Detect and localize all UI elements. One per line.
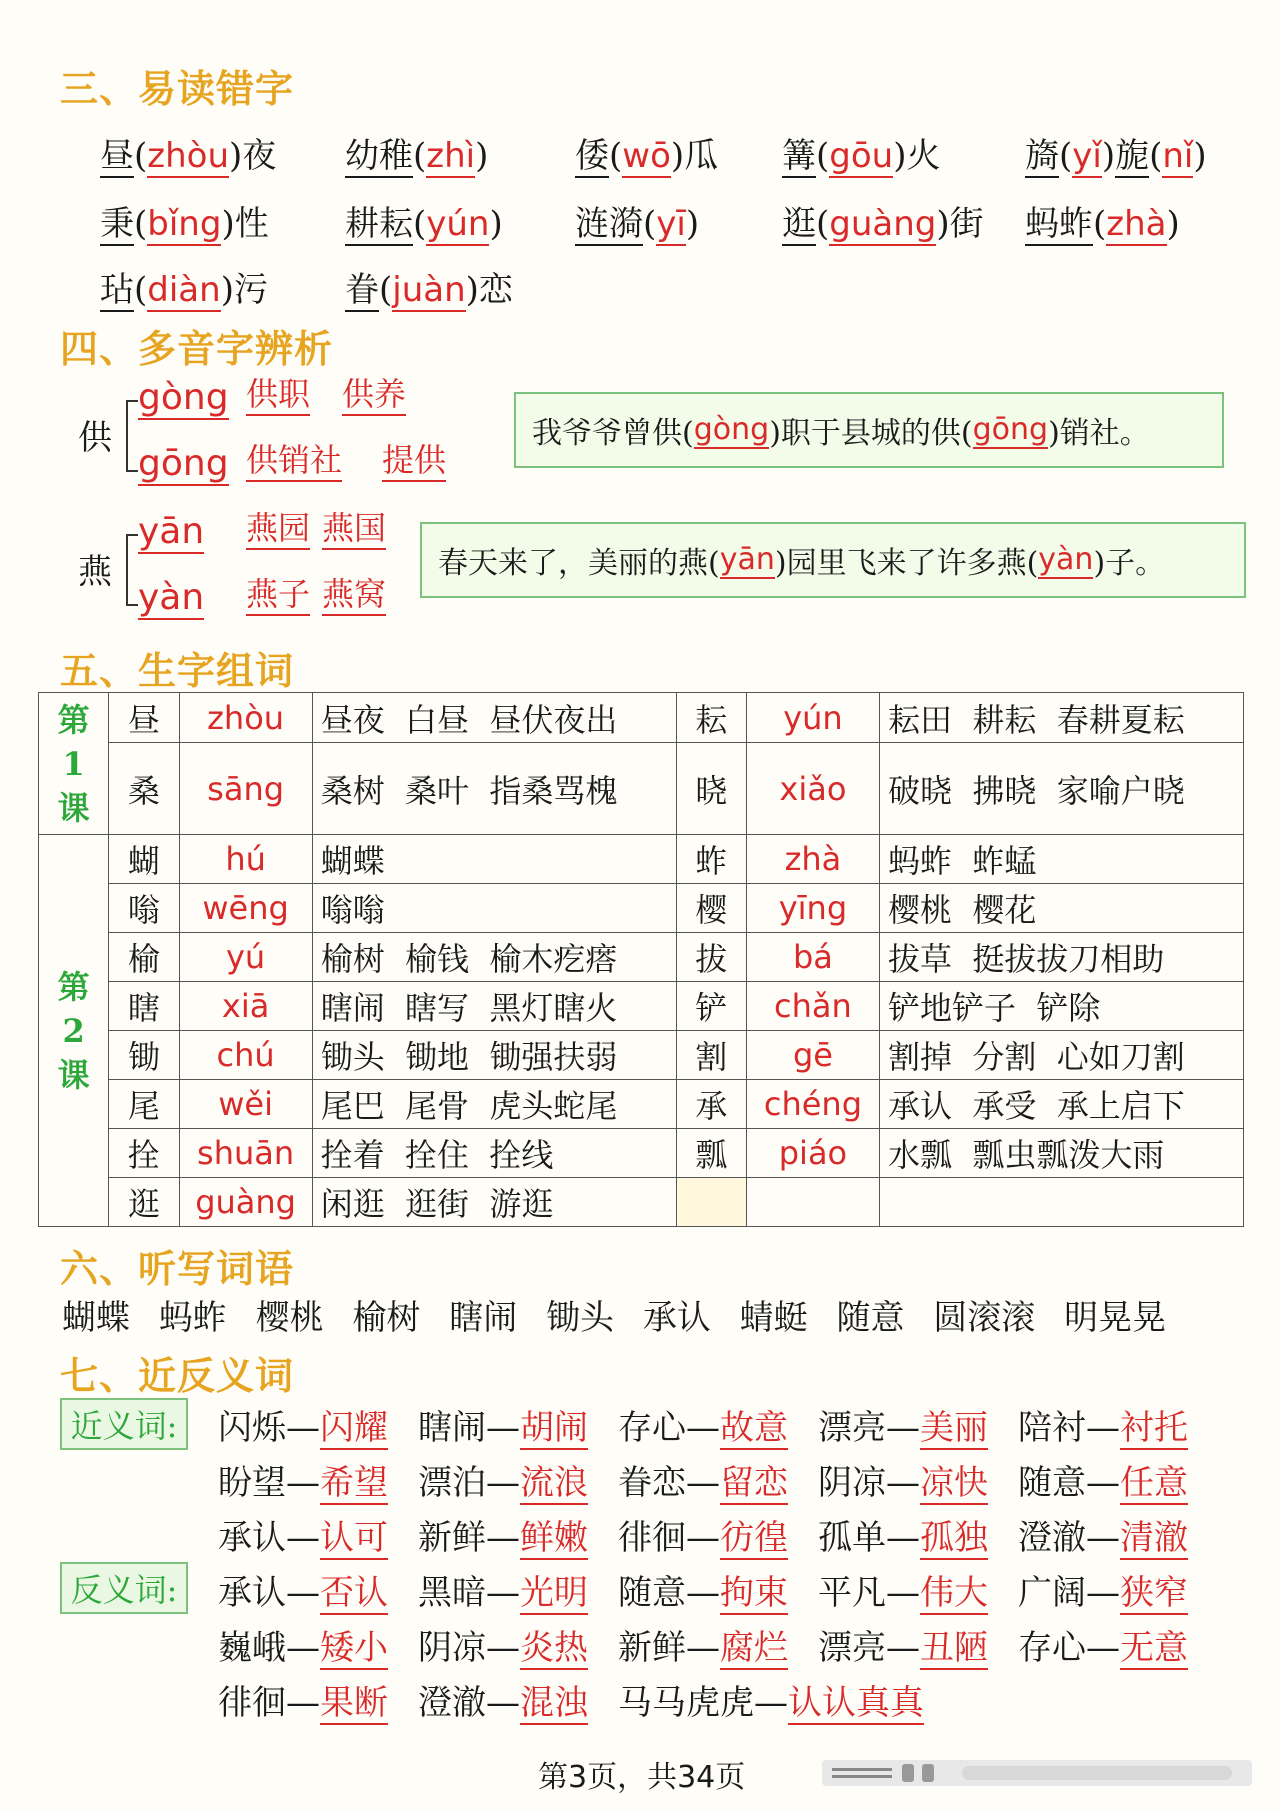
pair-dash: — (1086, 1408, 1120, 1448)
sentence-pinyin: gòng (693, 411, 770, 447)
misread-pinyin: bǐng (147, 204, 222, 244)
pair-dash: — (1086, 1628, 1120, 1668)
synonym-label: 近义词: (60, 1398, 188, 1450)
sentence-pinyin: gōng (972, 411, 1049, 447)
antonym-label: 反义词: (60, 1562, 188, 1614)
vocab-words: 破晓 拂晓 家喻户晓 (880, 743, 1244, 835)
pair-dash: — (486, 1683, 520, 1723)
vocab-table (38, 692, 1244, 1227)
table-row (39, 1129, 1244, 1178)
paren: ( (413, 136, 427, 176)
pair-dash: — (286, 1518, 320, 1558)
vocab-pinyin: guàng (179, 1178, 312, 1227)
pair-match: 清澈 (1120, 1518, 1188, 1558)
paren: ) (1166, 204, 1180, 244)
antonym-pair (618, 1620, 788, 1669)
antonym-pair (818, 1620, 988, 1669)
pair-match: 闪耀 (320, 1408, 388, 1448)
pair-word: 徘徊 (218, 1683, 286, 1723)
antonym-pair (1018, 1565, 1188, 1614)
vocab-char: 锄 (109, 1031, 179, 1080)
vocab-words: 昼夜 白昼 昼伏夜出 (312, 693, 676, 743)
synonym-pair (218, 1400, 388, 1449)
vocab-pinyin: zhòu (179, 693, 312, 743)
pair-dash: — (1086, 1573, 1120, 1613)
pair-match: 狭窄 (1120, 1573, 1188, 1613)
synonym-pair (818, 1510, 988, 1559)
pair-match: 丑陋 (920, 1628, 988, 1668)
synonym-pair (1018, 1400, 1188, 1449)
misread-item (100, 128, 276, 177)
pair-dash: — (486, 1628, 520, 1668)
antonym-pair (818, 1565, 988, 1614)
pair-word: 存心 (1018, 1628, 1086, 1668)
section-title-5: 五、生字组词 (60, 649, 295, 693)
vocab-words: 锄头 锄地 锄强扶弱 (312, 1031, 676, 1080)
pair-dash: — (754, 1683, 788, 1723)
misread-item (575, 196, 699, 245)
pair-dash: — (1086, 1463, 1120, 1503)
sentence-text: )销社。 (1048, 416, 1150, 451)
vocab-char: 拔 (676, 933, 746, 982)
misread-pinyin: zhì (426, 136, 476, 176)
pair-word: 黑暗 (418, 1573, 486, 1613)
pair-word: 眷恋 (618, 1463, 686, 1503)
antonym-pair (418, 1675, 588, 1724)
misread-char: 火 (906, 136, 941, 176)
pair-dash: — (1086, 1518, 1120, 1558)
misread-char: 涟漪 (575, 204, 643, 244)
misread-pinyin: nǐ (1162, 136, 1194, 176)
synonym-pair (218, 1455, 388, 1504)
vocab-char: 拴 (109, 1129, 179, 1178)
paren: ( (1149, 136, 1163, 176)
paren: ) (1193, 136, 1207, 176)
synonym-pair (418, 1510, 588, 1559)
antonym-pair (418, 1620, 588, 1669)
vocab-char: 瞎 (109, 982, 179, 1031)
pair-dash: — (686, 1518, 720, 1558)
misread-char: 玷 (100, 270, 134, 310)
lesson-label-2: 第2课 (39, 835, 109, 1227)
vocab-words: 嗡嗡 (312, 884, 676, 933)
pair-match: 光明 (520, 1573, 588, 1613)
misread-char: 蚂蚱 (1025, 204, 1093, 244)
paren: ) (936, 204, 950, 244)
sentence-text: )职于县城的供( (769, 416, 973, 451)
pair-dash: — (886, 1628, 920, 1668)
table-row (39, 1080, 1244, 1129)
pair-word: 广阔 (1018, 1573, 1086, 1613)
misread-pinyin: yī (656, 204, 686, 244)
polyphone-word: 供销社 (246, 440, 342, 482)
vocab-char (676, 1178, 746, 1227)
vocab-words: 割掉 分割 心如刀割 (880, 1031, 1244, 1080)
vocab-words: 榆树 榆钱 榆木疙瘩 (312, 933, 676, 982)
pair-match: 认可 (320, 1518, 388, 1558)
pair-match: 认认真真 (788, 1683, 924, 1723)
vocab-pinyin: chú (179, 1031, 312, 1080)
misread-pinyin: gōu (829, 136, 894, 176)
pair-dash: — (886, 1518, 920, 1558)
sentence-text: 春天来了，美丽的燕( (438, 546, 720, 581)
misread-item (345, 128, 488, 177)
polyphone-word: 供职 (246, 374, 310, 416)
pair-match: 任意 (1120, 1463, 1188, 1503)
misread-item (1025, 128, 1207, 177)
misread-item (782, 196, 984, 245)
misread-pinyin: yún (426, 204, 490, 244)
paren: ( (134, 136, 148, 176)
synonym-pair (418, 1455, 588, 1504)
pair-word: 巍峨 (218, 1628, 286, 1668)
misread-char: 倭 (575, 136, 609, 176)
antonym-pair (618, 1675, 924, 1724)
misread-char: 街 (949, 204, 984, 244)
pair-match: 孤独 (920, 1518, 988, 1558)
polyphone-word: 燕国 (322, 508, 386, 550)
polyphone-word: 燕窝 (322, 574, 386, 616)
pair-match: 凉快 (920, 1463, 988, 1503)
vocab-words: 闲逛 逛街 游逛 (312, 1178, 676, 1227)
misread-char: 眷 (345, 270, 379, 310)
pair-word: 漂泊 (418, 1463, 486, 1503)
misread-item (100, 196, 269, 245)
misread-pinyin: wō (622, 136, 671, 176)
vocab-pinyin: wěi (179, 1080, 312, 1129)
table-row (39, 933, 1244, 982)
vocab-words: 承认 承受 承上启下 (880, 1080, 1244, 1129)
polyphone-reading: gòng (138, 377, 229, 418)
pair-word: 盼望 (218, 1463, 286, 1503)
pair-word: 孤单 (818, 1518, 886, 1558)
paren: ( (413, 204, 427, 244)
vocab-char: 晓 (676, 743, 746, 835)
table-row (39, 835, 1244, 884)
misread-char: 昼 (100, 136, 134, 176)
paren: ) (475, 136, 489, 176)
pair-word: 马马虎虎 (618, 1683, 754, 1723)
antonym-pair (418, 1565, 588, 1614)
synonym-pair (618, 1400, 788, 1449)
misread-item (575, 128, 718, 177)
polyphone-reading: gōng (138, 443, 229, 484)
scroll-handle-icon[interactable] (822, 1760, 1252, 1786)
pair-dash: — (686, 1573, 720, 1613)
vocab-char: 铲 (676, 982, 746, 1031)
misread-pinyin: diàn (147, 270, 221, 310)
pair-match: 腐烂 (720, 1628, 788, 1668)
polyphone-reading: yàn (138, 577, 205, 618)
synonym-pair (218, 1510, 388, 1559)
synonym-pair (418, 1400, 588, 1449)
pair-match: 胡闹 (520, 1408, 588, 1448)
paren: ( (379, 270, 393, 310)
pair-match: 留恋 (720, 1463, 788, 1503)
vocab-pinyin: gē (746, 1031, 879, 1080)
paren: ( (1093, 204, 1107, 244)
section-title-6: 六、听写词语 (60, 1247, 295, 1291)
misread-char: 幼稚 (345, 136, 413, 176)
vocab-words (880, 1178, 1244, 1227)
pair-dash: — (886, 1463, 920, 1503)
table-row (39, 743, 1244, 835)
section-title-3: 三、易读错字 (60, 67, 295, 111)
misread-item (100, 262, 268, 311)
synonym-pair (618, 1510, 788, 1559)
sentence-pinyin: yān (719, 541, 775, 577)
misread-pinyin: zhà (1106, 204, 1167, 244)
misread-char: 篝 (782, 136, 816, 176)
pair-dash: — (286, 1683, 320, 1723)
misread-char: 污 (233, 270, 268, 310)
pair-word: 澄澈 (418, 1683, 486, 1723)
misread-char: 恋 (478, 270, 513, 310)
pair-word: 阴凉 (818, 1463, 886, 1503)
vocab-char: 蝴 (109, 835, 179, 884)
polyphone-word: 提供 (382, 440, 446, 482)
vocab-char: 榆 (109, 933, 179, 982)
pair-match: 彷徨 (720, 1518, 788, 1558)
pair-dash: — (486, 1518, 520, 1558)
misread-char: 性 (234, 204, 269, 244)
misread-item (782, 128, 940, 177)
vocab-char: 昼 (109, 693, 179, 743)
vocab-pinyin: xiā (179, 982, 312, 1031)
synonym-pair (1018, 1455, 1188, 1504)
antonym-pair (218, 1565, 388, 1614)
vocab-pinyin: chéng (746, 1080, 879, 1129)
pair-dash: — (486, 1573, 520, 1613)
paren: ( (816, 204, 830, 244)
paren: ) (220, 270, 234, 310)
table-row (39, 1178, 1244, 1227)
pair-word: 徘徊 (618, 1518, 686, 1558)
pair-dash: — (286, 1463, 320, 1503)
pair-word: 随意 (1018, 1463, 1086, 1503)
antonym-pair (218, 1620, 388, 1669)
vocab-words: 尾巴 尾骨 虎头蛇尾 (312, 1080, 676, 1129)
paren: ( (816, 136, 830, 176)
pair-dash: — (486, 1408, 520, 1448)
misread-pinyin: yǐ (1072, 136, 1102, 176)
vocab-words: 拴着 拴住 拴线 (312, 1129, 676, 1178)
paren: ( (134, 204, 148, 244)
vocab-words: 蝴蝶 (312, 835, 676, 884)
misread-char: 瓜 (684, 136, 719, 176)
table-row (39, 884, 1244, 933)
pair-word: 漂亮 (818, 1408, 886, 1448)
misread-char: 旖 (1025, 136, 1059, 176)
vocab-pinyin: piáo (746, 1129, 879, 1178)
pair-match: 衬托 (1120, 1408, 1188, 1448)
synonym-pair (618, 1455, 788, 1504)
section-title-4: 四、多音字辨析 (60, 327, 334, 371)
pair-dash: — (886, 1408, 920, 1448)
vocab-words: 桑树 桑叶 指桑骂槐 (312, 743, 676, 835)
page-indicator: 第3页，共34页 (538, 1760, 746, 1795)
vocab-pinyin (746, 1178, 879, 1227)
polyphone-char: 供 (78, 418, 112, 458)
vocab-pinyin: shuān (179, 1129, 312, 1178)
pair-word: 承认 (218, 1518, 286, 1558)
pair-word: 澄澈 (1018, 1518, 1086, 1558)
pair-dash: — (886, 1573, 920, 1613)
pair-match: 无意 (1120, 1628, 1188, 1668)
table-row (39, 982, 1244, 1031)
brace (126, 534, 138, 606)
paren: ) (489, 204, 503, 244)
pair-dash: — (286, 1573, 320, 1613)
pair-word: 新鲜 (618, 1628, 686, 1668)
pair-dash: — (686, 1408, 720, 1448)
paren: ( (1059, 136, 1073, 176)
vocab-pinyin: zhà (746, 835, 879, 884)
vocab-words: 樱桃 樱花 (880, 884, 1244, 933)
paren: ) (465, 270, 479, 310)
paren: ) (1101, 136, 1116, 176)
pair-dash: — (286, 1628, 320, 1668)
vocab-pinyin: sāng (179, 743, 312, 835)
vocab-pinyin: bá (746, 933, 879, 982)
misread-char: 秉 (100, 204, 134, 244)
pair-match: 拘束 (720, 1573, 788, 1613)
section-title-7: 七、近反义词 (60, 1354, 295, 1398)
sentence-text: )子。 (1093, 546, 1166, 581)
misread-item (1025, 196, 1180, 245)
table-row (39, 1031, 1244, 1080)
sentence-pinyin: yàn (1038, 541, 1094, 577)
vocab-words: 耘田 耕耘 春耕夏耘 (880, 693, 1244, 743)
synonym-pair (818, 1455, 988, 1504)
misread-item (345, 262, 513, 311)
vocab-char: 桑 (109, 743, 179, 835)
vocab-char: 割 (676, 1031, 746, 1080)
vocab-pinyin: yīng (746, 884, 879, 933)
misread-char: 耕耘 (345, 204, 413, 244)
misread-pinyin: zhòu (147, 136, 230, 176)
vocab-char: 耘 (676, 693, 746, 743)
vocab-pinyin: hú (179, 835, 312, 884)
misread-char: 逛 (782, 204, 816, 244)
antonym-pair (218, 1675, 388, 1724)
pair-dash: — (686, 1628, 720, 1668)
pair-word: 闪烁 (218, 1408, 286, 1448)
paren: ) (670, 136, 685, 176)
pair-match: 美丽 (920, 1408, 988, 1448)
misread-char: 旎 (1115, 136, 1150, 176)
vocab-pinyin: chǎn (746, 982, 879, 1031)
vocab-pinyin: yún (746, 693, 879, 743)
paren: ) (893, 136, 907, 176)
polyphone-word: 燕园 (246, 508, 310, 550)
pair-match: 矮小 (320, 1628, 388, 1668)
table-row (39, 693, 1244, 743)
pair-match: 否认 (320, 1573, 388, 1613)
misread-item (345, 196, 503, 245)
sentence-text: 我爷爷曾供( (532, 416, 694, 451)
pair-word: 随意 (618, 1573, 686, 1613)
vocab-char: 尾 (109, 1080, 179, 1129)
synonym-pair (1018, 1510, 1188, 1559)
paren: ( (134, 270, 148, 310)
pair-match: 故意 (720, 1408, 788, 1448)
pair-match: 流浪 (520, 1463, 588, 1503)
paren: ( (643, 204, 657, 244)
vocab-pinyin: xiǎo (746, 743, 879, 835)
vocab-pinyin: wēng (179, 884, 312, 933)
pair-dash: — (686, 1463, 720, 1503)
vocab-words: 瞎闹 瞎写 黑灯瞎火 (312, 982, 676, 1031)
vocab-words: 蚂蚱 蚱蜢 (880, 835, 1244, 884)
polyphone-word: 供养 (342, 374, 406, 416)
vocab-words: 铲地铲子 铲除 (880, 982, 1244, 1031)
pair-dash: — (286, 1408, 320, 1448)
pair-match: 果断 (320, 1683, 388, 1723)
pair-dash: — (486, 1463, 520, 1503)
pair-match: 鲜嫩 (520, 1518, 588, 1558)
paren: ( (609, 136, 623, 176)
misread-char: 夜 (242, 136, 277, 176)
pair-word: 阴凉 (418, 1628, 486, 1668)
example-sentence (420, 522, 1246, 598)
vocab-char: 瓢 (676, 1129, 746, 1178)
vocab-char: 承 (676, 1080, 746, 1129)
pair-match: 炎热 (520, 1628, 588, 1668)
lesson-label-1: 第1课 (39, 693, 109, 835)
vocab-char: 樱 (676, 884, 746, 933)
dictation-words: 蝴蝶 蚂蚱 樱桃 榆树 瞎闹 锄头 承认 蜻蜓 随意 圆滚滚 明晃晃 (62, 1298, 1167, 1338)
antonym-pair (618, 1565, 788, 1614)
polyphone-reading: yān (138, 511, 205, 552)
pair-word: 平凡 (818, 1573, 886, 1613)
misread-pinyin: guàng (829, 204, 937, 244)
pair-word: 陪衬 (1018, 1408, 1086, 1448)
vocab-char: 嗡 (109, 884, 179, 933)
paren: ) (685, 204, 700, 244)
pair-word: 承认 (218, 1573, 286, 1613)
paren: ) (221, 204, 235, 244)
vocab-char: 逛 (109, 1178, 179, 1227)
vocab-pinyin: yú (179, 933, 312, 982)
pair-word: 瞎闹 (418, 1408, 486, 1448)
paren: ) (229, 136, 243, 176)
pair-match: 伟大 (920, 1573, 988, 1613)
polyphone-word: 燕子 (246, 574, 310, 616)
vocab-words: 拔草 挺拔拔刀相助 (880, 933, 1244, 982)
polyphone-char: 燕 (78, 552, 112, 592)
vocab-words: 水瓢 瓢虫瓢泼大雨 (880, 1129, 1244, 1178)
brace (126, 400, 138, 472)
pair-match: 希望 (320, 1463, 388, 1503)
example-sentence (514, 392, 1224, 468)
vocab-char: 蚱 (676, 835, 746, 884)
synonym-pair (818, 1400, 988, 1449)
pair-word: 漂亮 (818, 1628, 886, 1668)
pair-word: 存心 (618, 1408, 686, 1448)
misread-pinyin: juàn (392, 270, 466, 310)
antonym-pair (1018, 1620, 1188, 1669)
pair-word: 新鲜 (418, 1518, 486, 1558)
pair-match: 混浊 (520, 1683, 588, 1723)
sentence-text: )园里飞来了许多燕( (774, 546, 1039, 581)
